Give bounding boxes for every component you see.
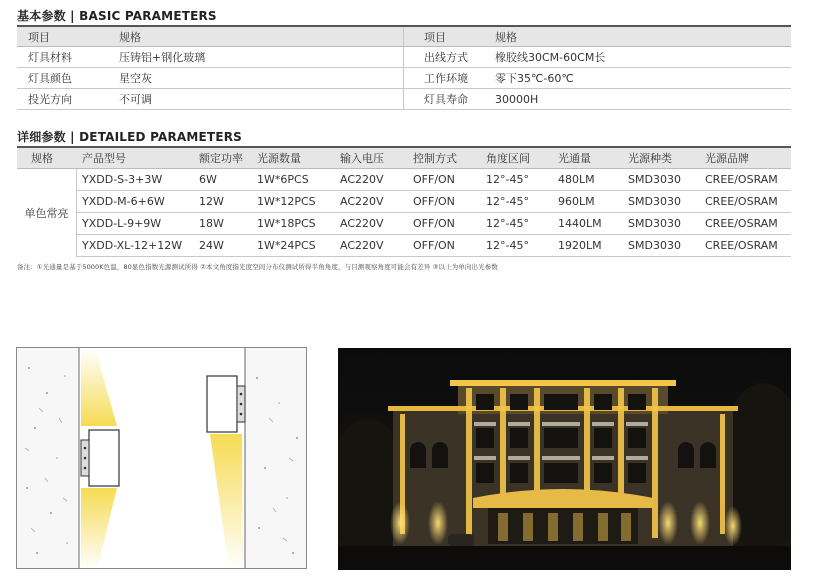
basic-header-item: 项目	[28, 30, 50, 44]
right-beam-down	[210, 434, 243, 569]
basic-header-spec-2: 规格	[495, 30, 517, 44]
detail-cell: 960LM	[558, 195, 595, 208]
table-row	[77, 213, 791, 235]
detail-cell: OFF/ON	[413, 217, 455, 230]
detail-cell: OFF/ON	[413, 195, 455, 208]
basic-cell: 橡胶线30CM-60CM长	[495, 51, 606, 64]
detail-cell: 1440LM	[558, 217, 602, 230]
detail-cell: 12°-45°	[486, 173, 529, 186]
detail-cell: 24W	[199, 239, 224, 252]
detail-cell: SMD3030	[628, 239, 681, 252]
table-row	[17, 68, 791, 89]
detail-cell: 12°-45°	[486, 217, 529, 230]
detail-header-cell: 光源种类	[628, 152, 672, 165]
installation-diagram	[16, 347, 307, 569]
detail-cell: AC220V	[340, 173, 384, 186]
left-fixture	[89, 430, 119, 486]
detail-cell: YXDD-M-6+6W	[82, 195, 165, 208]
basic-cell: 灯具颜色	[28, 72, 72, 85]
basic-cell: 出线方式	[424, 51, 468, 64]
detail-cell: 18W	[199, 217, 224, 230]
detail-header-cell: 角度区间	[486, 152, 530, 165]
table-row	[17, 47, 791, 68]
detail-cell: SMD3030	[628, 173, 681, 186]
left-beam-up	[81, 348, 117, 426]
basic-cell: 不可调	[108, 89, 404, 109]
detail-cell: CREE/OSRAM	[705, 173, 778, 186]
detail-cell: OFF/ON	[413, 239, 455, 252]
detail-cell: CREE/OSRAM	[705, 195, 778, 208]
detail-cell: AC220V	[340, 217, 384, 230]
basic-cell: 零下35℃-60℃	[495, 72, 574, 85]
basic-header-spec: 规格	[108, 27, 404, 46]
detail-cell: OFF/ON	[413, 173, 455, 186]
basic-cell: 压铸铝+钢化玻璃	[108, 47, 404, 67]
detail-cell: 12°-45°	[486, 239, 529, 252]
basic-cell: 星空灰	[108, 68, 404, 88]
basic-cell: 工作环境	[424, 72, 468, 85]
detail-header-cell: 额定功率	[199, 152, 243, 165]
roof-line-glow	[450, 380, 676, 386]
building-photo-svg	[338, 348, 791, 570]
installation-diagram-svg	[17, 348, 307, 569]
detail-cell: 1W*24PCS	[257, 239, 316, 252]
detail-header-cell: 光源品牌	[705, 152, 749, 165]
detail-cell: 12°-45°	[486, 195, 529, 208]
detail-table-body	[17, 169, 791, 257]
detail-cell: CREE/OSRAM	[705, 217, 778, 230]
detail-cell: 480LM	[558, 173, 595, 186]
basic-cell: 灯具寿命	[424, 93, 468, 106]
detail-rows	[77, 169, 791, 257]
table-row	[77, 169, 791, 191]
detail-table-header	[17, 148, 791, 169]
table-row	[77, 235, 791, 257]
detail-cell: YXDD-XL-12+12W	[82, 239, 183, 252]
basic-params-table	[17, 27, 791, 110]
detail-cell: CREE/OSRAM	[705, 239, 778, 252]
detail-header-cell: 规格	[31, 152, 53, 165]
basic-header-item-2: 项目	[424, 30, 446, 44]
detail-cell: YXDD-S-3+3W	[82, 173, 163, 186]
detail-header-cell: 光源数量	[257, 152, 301, 165]
detail-cell: 12W	[199, 195, 224, 208]
right-wall	[245, 348, 307, 569]
detail-cell: 1920LM	[558, 239, 602, 252]
detail-section-title: 详细参数 | DETAILED PARAMETERS	[17, 130, 242, 144]
detail-cell: YXDD-L-9+9W	[82, 217, 162, 230]
detail-header-cell: 光通量	[558, 152, 591, 165]
ground	[338, 546, 791, 570]
detail-cell: AC220V	[340, 239, 384, 252]
application-photo	[338, 348, 791, 570]
detail-cell: 1W*6PCS	[257, 173, 309, 186]
table-row	[77, 191, 791, 213]
detail-cell: SMD3030	[628, 217, 681, 230]
table-row	[17, 89, 791, 110]
basic-section-title: 基本参数 | BASIC PARAMETERS	[17, 9, 217, 23]
detail-cell: 1W*12PCS	[257, 195, 316, 208]
detail-cell: AC220V	[340, 195, 384, 208]
detail-params-table	[17, 148, 791, 257]
left-beam-down	[81, 488, 117, 569]
detail-header-cell: 输入电压	[340, 152, 384, 165]
basic-cell: 30000H	[495, 92, 539, 106]
detail-cell: 1W*18PCS	[257, 217, 316, 230]
detail-header-cell: 产品型号	[82, 152, 126, 165]
detail-header-cell: 控制方式	[413, 152, 457, 165]
footnote: 备注：①光通量是基于5000K色温，80显色指数光源测试所得 ②本文角度指光度空间分布仪测试所得半角角度，与目测观察角度可能会有差异 ③以上为单向出光参数	[17, 263, 498, 271]
car	[448, 534, 474, 546]
detail-cell: SMD3030	[628, 195, 681, 208]
basic-cell: 灯具材料	[28, 51, 72, 64]
basic-cell: 投光方向	[28, 93, 72, 106]
right-fixture	[207, 376, 237, 432]
spec-merged-cell: 单色常亮	[17, 169, 77, 257]
left-wall	[17, 348, 79, 569]
detail-cell: 6W	[199, 173, 217, 186]
basic-table-header	[17, 27, 791, 47]
